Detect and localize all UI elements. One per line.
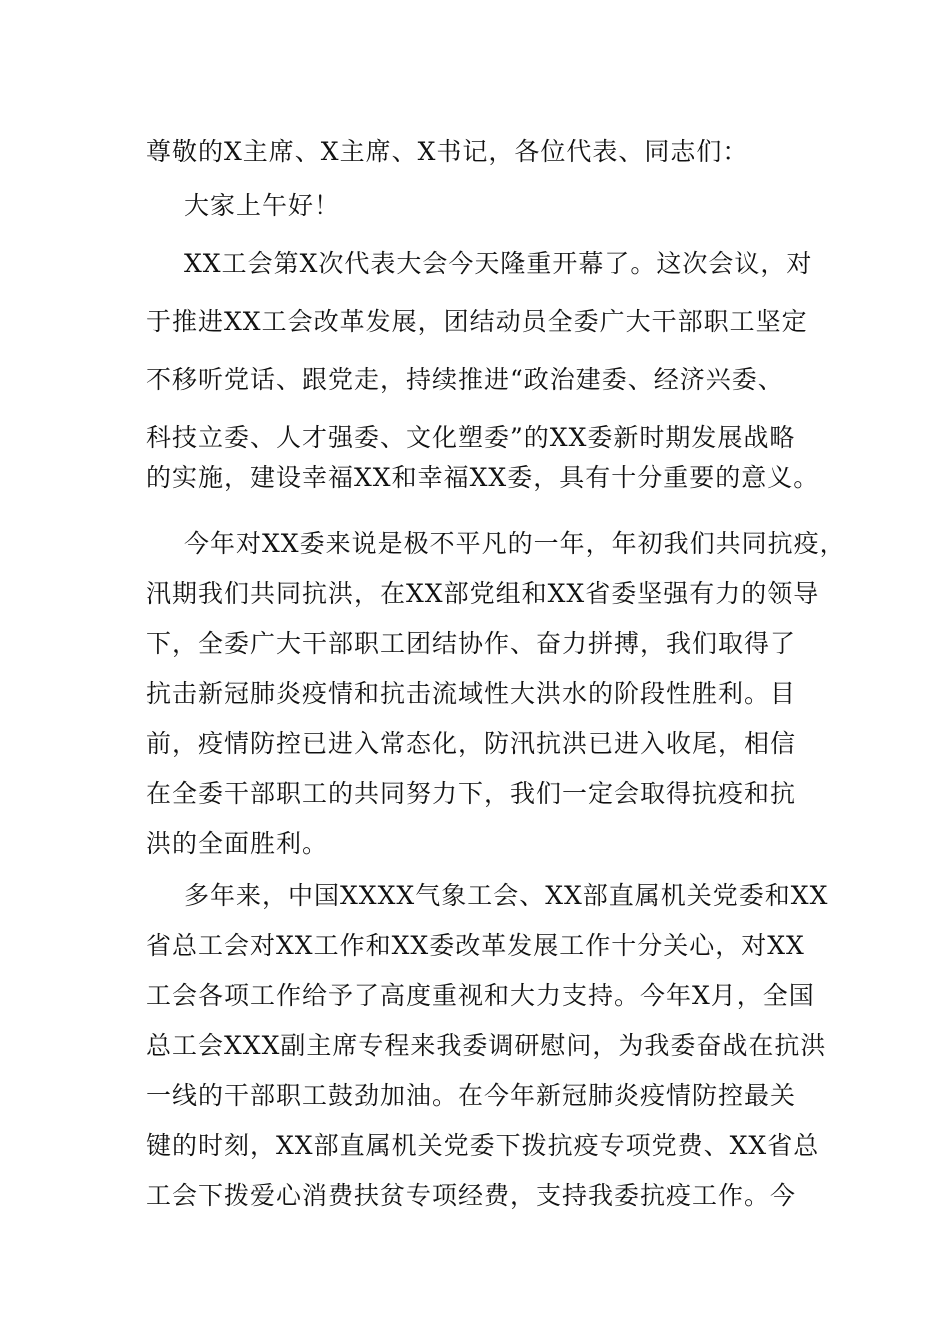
paragraph-line: 下，全委广大干部职工团结协作、奋力拼搏，我们取得了 [146, 629, 797, 658]
salutation-line: 尊敬的X主席、X主席、X书记，各位代表、同志们： [146, 137, 749, 166]
paragraph-line: 汛期我们共同抗洪，在XX部党组和XX省委坚强有力的领导 [146, 579, 820, 608]
paragraph-line: 今年对XX委来说是极不平凡的一年，年初我们共同抗疫， [184, 529, 846, 558]
paragraph-line: XX工会第X次代表大会今天隆重开幕了。这次会议，对 [184, 249, 813, 278]
paragraph-line: 键的时刻，XX部直属机关党委下拨抗疫专项党费、XX省总 [146, 1131, 820, 1160]
paragraph-line: 多年来，中国XXXX气象工会、XX部直属机关党委和XX [184, 881, 829, 910]
paragraph-line: 工会各项工作给予了高度重视和大力支持。今年X月，全国 [146, 981, 815, 1010]
paragraph-line: 总工会XXX副主席专程来我委调研慰问，为我委奋战在抗洪 [146, 1031, 827, 1060]
paragraph-line: 省总工会对XX工作和XX委改革发展工作十分关心，对XX [146, 931, 805, 960]
paragraph-line: 工会下拨爱心消费扶贫专项经费，支持我委抗疫工作。今 [146, 1181, 797, 1210]
paragraph-line: 前，疫情防控已进入常态化，防汛抗洪已进入收尾，相信 [146, 729, 797, 758]
paragraph-line: 抗击新冠肺炎疫情和抗击流域性大洪水的阶段性胜利。目 [146, 679, 797, 708]
paragraph-line: 的实施，建设幸福XX和幸福XX委，具有十分重要的意义。 [146, 463, 820, 492]
paragraph-line: 洪的全面胜利。 [146, 829, 329, 858]
paragraph-line: 在全委干部职工的共同努力下，我们一定会取得抗疫和抗 [146, 779, 797, 808]
paragraph-line: 一线的干部职工鼓劲加油。在今年新冠肺炎疫情防控最关 [146, 1081, 797, 1110]
paragraph-line: 于推进XX工会改革发展，团结动员全委广大干部职工坚定 [146, 307, 808, 336]
paragraph-line: 不移听党话、跟党走，持续推进“政治建委、经济兴委、 [146, 365, 784, 394]
greeting-line: 大家上午好！ [184, 191, 341, 220]
paragraph-line: 科技立委、人才强委、文化塑委”的XX委新时期发展战略 [146, 423, 796, 452]
